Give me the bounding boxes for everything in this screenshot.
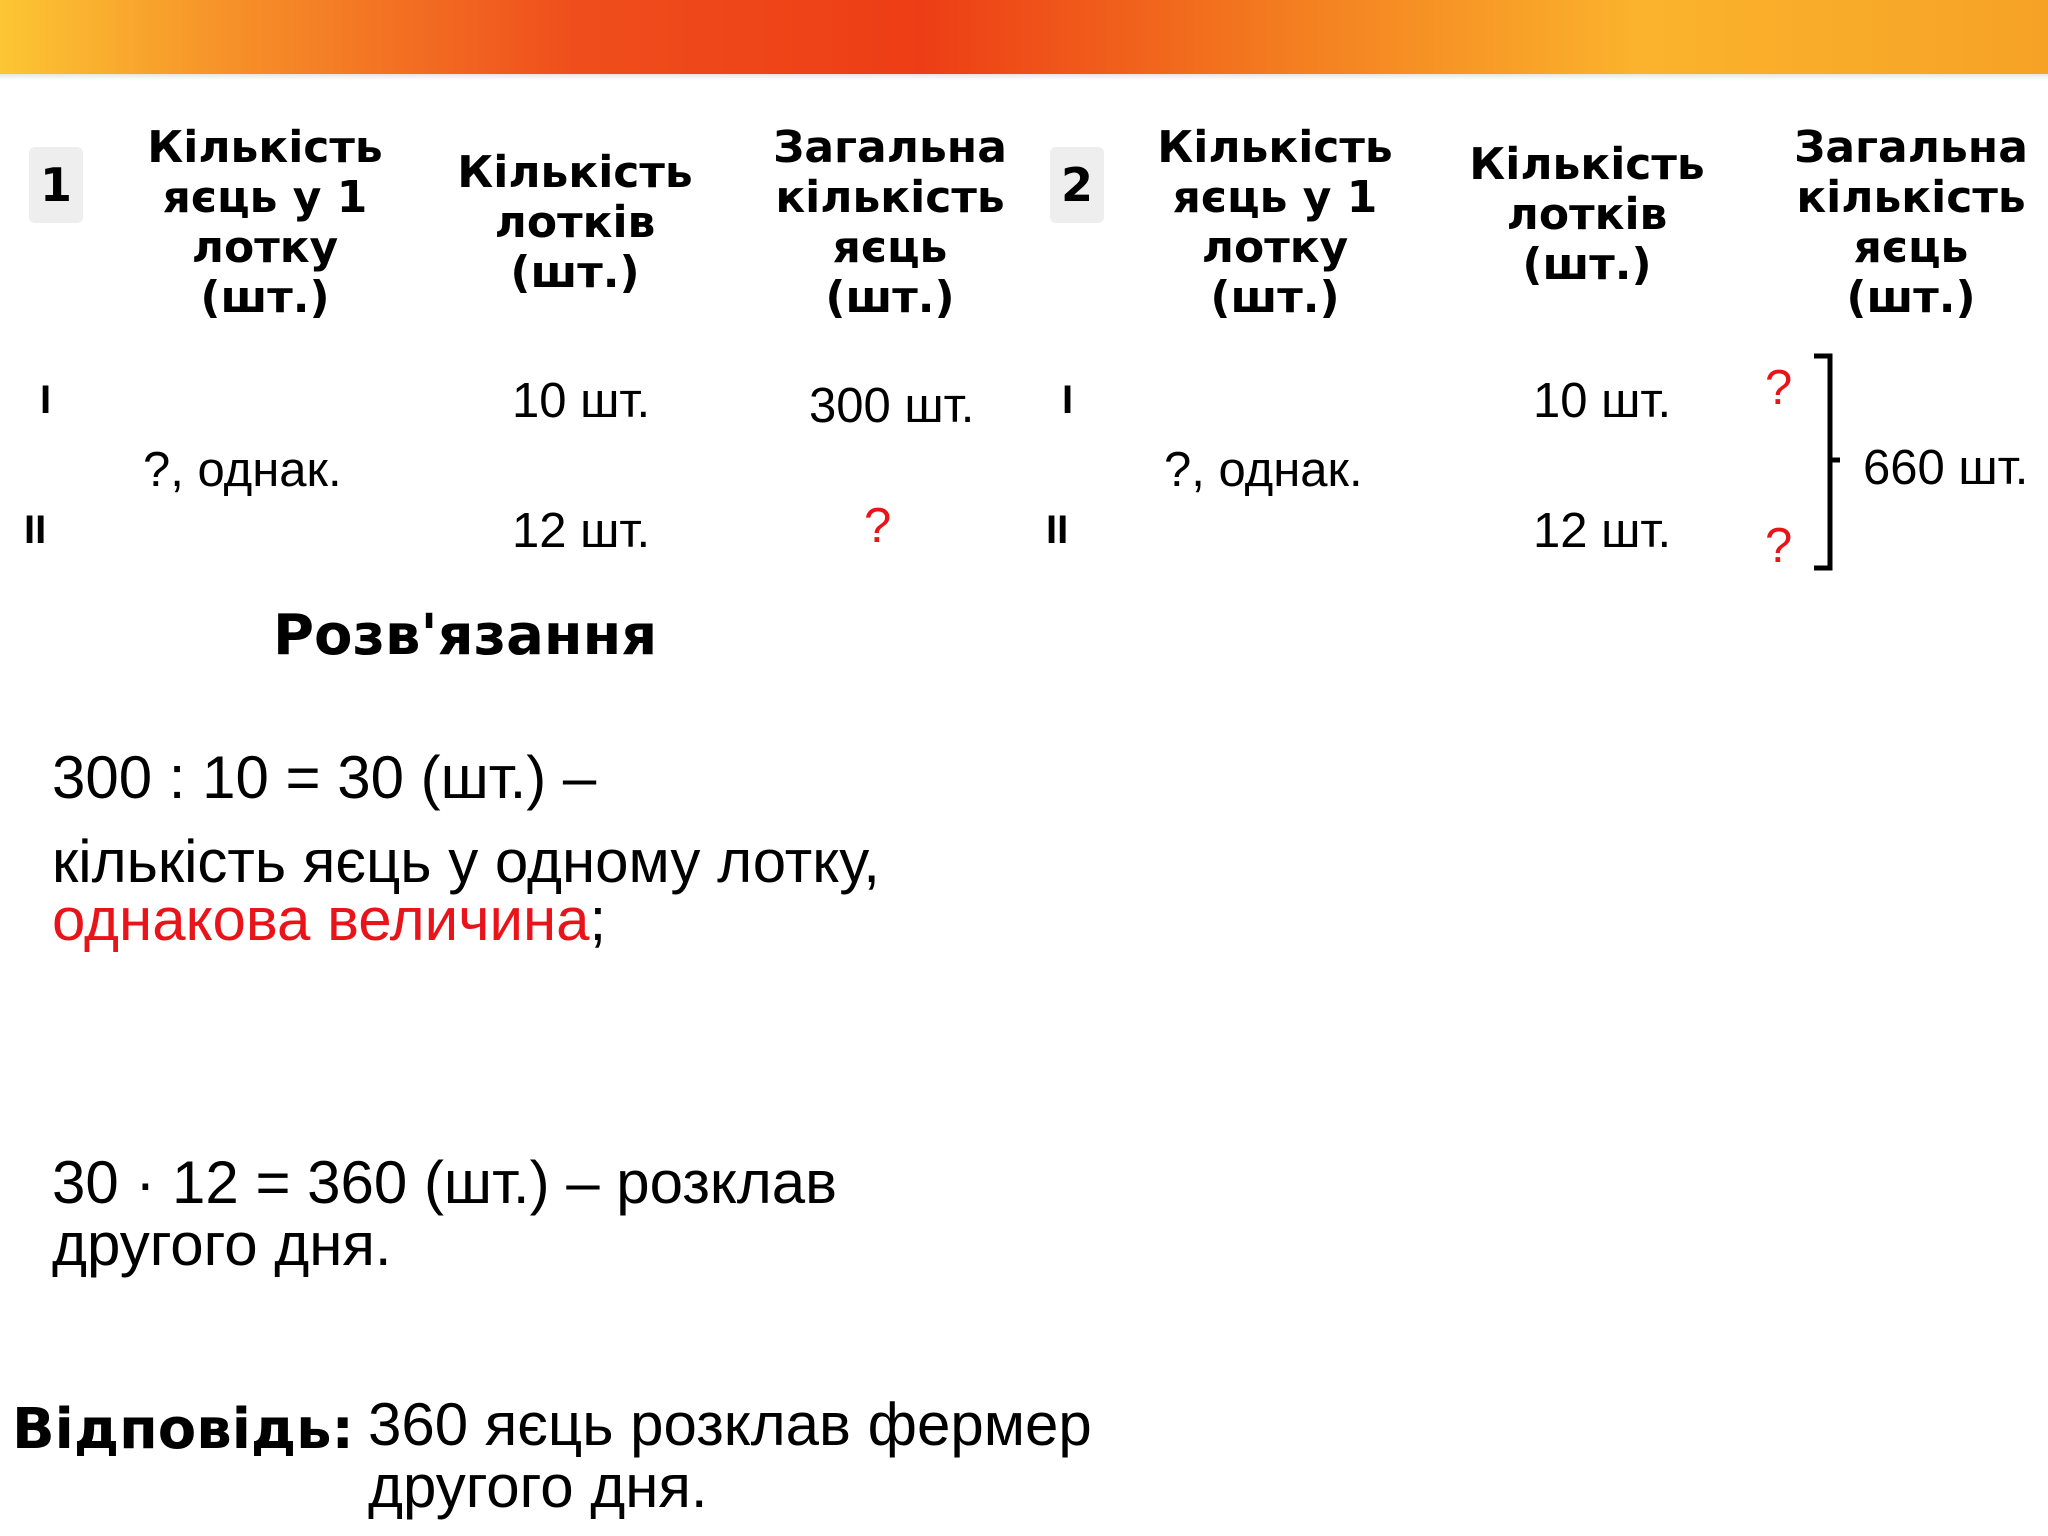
header-line: Загальна (1794, 122, 2028, 173)
table1-row-label-1: I (40, 378, 52, 422)
header-line: (шт.) (1522, 239, 1652, 290)
header-line: Кількість (1157, 122, 1393, 173)
table1-trays-row1: 10 шт. (512, 374, 651, 428)
header-line: кількість (1796, 172, 2026, 223)
solution-heading: Розв'язання (273, 603, 658, 668)
table2-combined-total: 660 шт. (1863, 441, 2029, 495)
table2-number-badge (1050, 147, 1104, 223)
table1-header-eggs-per-tray (135, 123, 395, 323)
header-line: Кількість (1469, 139, 1705, 190)
answer-line1: 360 яєць розклав фермер (368, 1391, 1092, 1458)
header-line: (шт.) (825, 272, 955, 323)
solution-step1-conclusion (52, 886, 607, 953)
header-line: лотків (1506, 189, 1668, 240)
table2-row-label-1: I (1062, 378, 1074, 422)
header-line: лотків (494, 197, 656, 248)
table1-total-row1: 300 шт. (809, 379, 975, 433)
right-brace-icon (1800, 350, 1850, 575)
top-banner (0, 0, 2048, 74)
table1-eggs-per-tray: ?, однак. (143, 443, 342, 497)
table1-header-trays (445, 148, 705, 298)
table1-header-total (760, 123, 1020, 323)
header-line: (шт.) (1210, 272, 1340, 323)
highlight-text: однакова величина (52, 886, 590, 953)
table2-number: 2 (1060, 158, 1093, 212)
table2-header-total (1781, 123, 2041, 323)
table2-row-label-2: II (1046, 508, 1069, 552)
header-line: яєць у 1 (1172, 172, 1378, 223)
table2-header-trays (1457, 140, 1717, 290)
solution-step2-line1: 30 · 12 = 360 (шт.) – розклав (52, 1149, 838, 1216)
answer-line2: другого дня. (368, 1453, 708, 1520)
table1-number: 1 (39, 158, 72, 212)
header-line: (шт.) (200, 272, 330, 323)
answer-label: Відповідь: (12, 1397, 354, 1462)
banner-shadow (0, 74, 2048, 80)
header-line: яєць (1853, 222, 1969, 273)
header-line: яєць (832, 222, 948, 273)
table1-row-label-2: II (24, 508, 47, 552)
table2-trays-row1: 10 шт. (1533, 374, 1672, 428)
header-line: лотку (1201, 222, 1349, 273)
header-line: (шт.) (1846, 272, 1976, 323)
table1-total-row2: ? (864, 499, 892, 553)
table2-eggs-per-tray: ?, однак. (1164, 443, 1363, 497)
header-line: Загальна (773, 122, 1007, 173)
header-line: яєць у 1 (162, 172, 368, 223)
table1-number-badge (29, 147, 83, 223)
header-line: Кількість (147, 122, 383, 173)
header-line: Кількість (457, 147, 693, 198)
solution-step2-line2: другого дня. (52, 1211, 392, 1278)
header-line: (шт.) (510, 247, 640, 298)
header-line: лотку (191, 222, 339, 273)
table2-trays-row2: 12 шт. (1533, 504, 1672, 558)
table2-total-row1: ? (1765, 361, 1793, 415)
punctuation: ; (589, 886, 607, 953)
table2-total-row2: ? (1765, 519, 1793, 573)
table1-trays-row2: 12 шт. (512, 504, 651, 558)
solution-step1-expression: 300 : 10 = 30 (шт.) – (52, 744, 597, 811)
solution-step1-description: кількість яєць у одному лотку, (52, 828, 880, 895)
table2-header-eggs-per-tray (1145, 123, 1405, 323)
header-line: кількість (775, 172, 1005, 223)
